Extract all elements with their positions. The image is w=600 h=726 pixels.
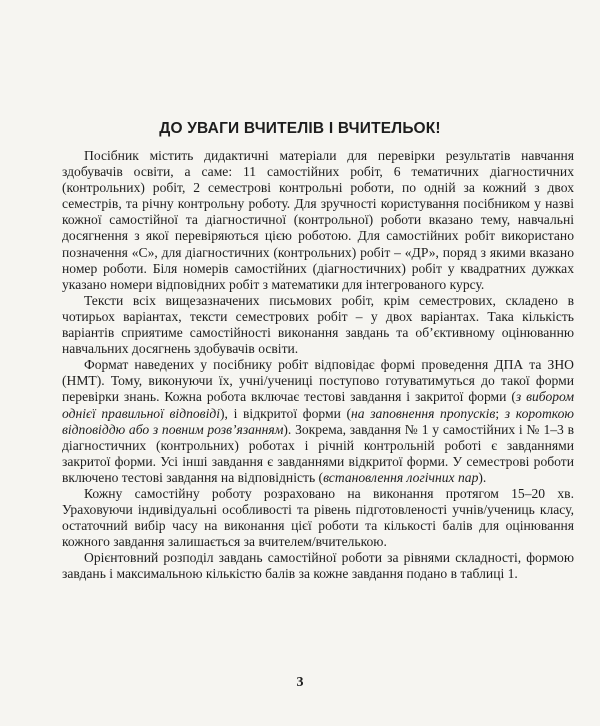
- paragraph-3: [62, 357, 574, 486]
- paragraph-text: Тексти всіх вищезазначених письмових робіт, крім семестрових, складено в чотирьох варіантах, тексти семестрових робіт – у двох варіантах. Така кількість варіантів сприятиме самостійності виконання завдань та об’єктивному оцінюванню навчальних досягнень здобувачів освіти.: [62, 292, 574, 357]
- paragraph-2: [62, 293, 574, 357]
- paragraph-text: ). Зокрема, завдання № 1 у самостійних і № 1–3 в діагностичних (контрольних) роботах і річній контрольній роботі є завданнями закритої форми. Усі інші завдання є завданнями відкритої форми. У семестрові роботи включено тестові завдання на відповідність (: [62, 421, 574, 485]
- paragraph-text: Посібник містить дидактичні матеріали для перевірки результатів навчання здобувачів освіти, а саме: 11 самостійних робіт, 6 тематичних діагностичних (контрольних) робіт, 2 семестрові контрольні роботи, по одній за кожний з двох семестрів, та річну контрольну роботу. Для зручності користування посібником у назві кожної самостійної та діагностичної (контрольної) роботи вказано тему, навчальні досягнення з якої перевіряються цією роботою. Для самостійних робіт використано позначення «С», для діагностичних (контрольних) робіт – «ДР», поряд з якими вказано номер роботи. Біля номерів самостійних (діагностичних) робіт у квадратних дужках указано номери відповідних робіт з математики для інтегрованого курсу.: [62, 148, 574, 292]
- page-heading: ДО УВАГИ ВЧИТЕЛІВ І ВЧИТЕЛЬОК!: [159, 120, 441, 137]
- paragraph-4: [62, 486, 574, 550]
- page-number: 3: [296, 675, 304, 690]
- italic-note: з короткою відповіддю або з повним розв’язанням: [62, 405, 575, 437]
- paragraph-1: [62, 148, 574, 293]
- paragraph-text: Кожну самостійну роботу розраховано на виконання протягом 15–20 хв. Ураховуючи індивідуальні особливості та рівень підготовленості учнів/учениць класу, остаточний вибір часу на виконання цієї роботи та кількості балів для оцінювання кожного завдання залишається за вчителем/вчителькою.: [62, 485, 574, 550]
- italic-note: з вибором однієї правильної відповіді: [62, 389, 575, 421]
- paragraph-text: Орієнтовний розподіл завдань самостійної роботи за рівнями складності, формою завдань і максимальною кількістю балів за кожне завдання подано в таблиці 1.: [62, 550, 574, 582]
- paragraph-text: Формат наведених у посібнику робіт відповідає формі проведення ДПА та ЗНО (НМТ). Тому, виконуючи їх, учні/учениці поступово готуватимуться до такої форми перевірки знань. Кожна робота включає тестові завдання і закритої форми (: [62, 357, 574, 405]
- body-text: [62, 148, 574, 583]
- paragraph-text: ).: [478, 469, 487, 485]
- paragraph-5: [62, 550, 574, 582]
- paragraph-text: ), і відкритої форми (: [220, 405, 352, 421]
- paragraph-text: ;: [495, 405, 505, 421]
- italic-note: на заповнення пропусків: [351, 405, 496, 421]
- italic-note: встановлення логічних пар: [323, 469, 479, 485]
